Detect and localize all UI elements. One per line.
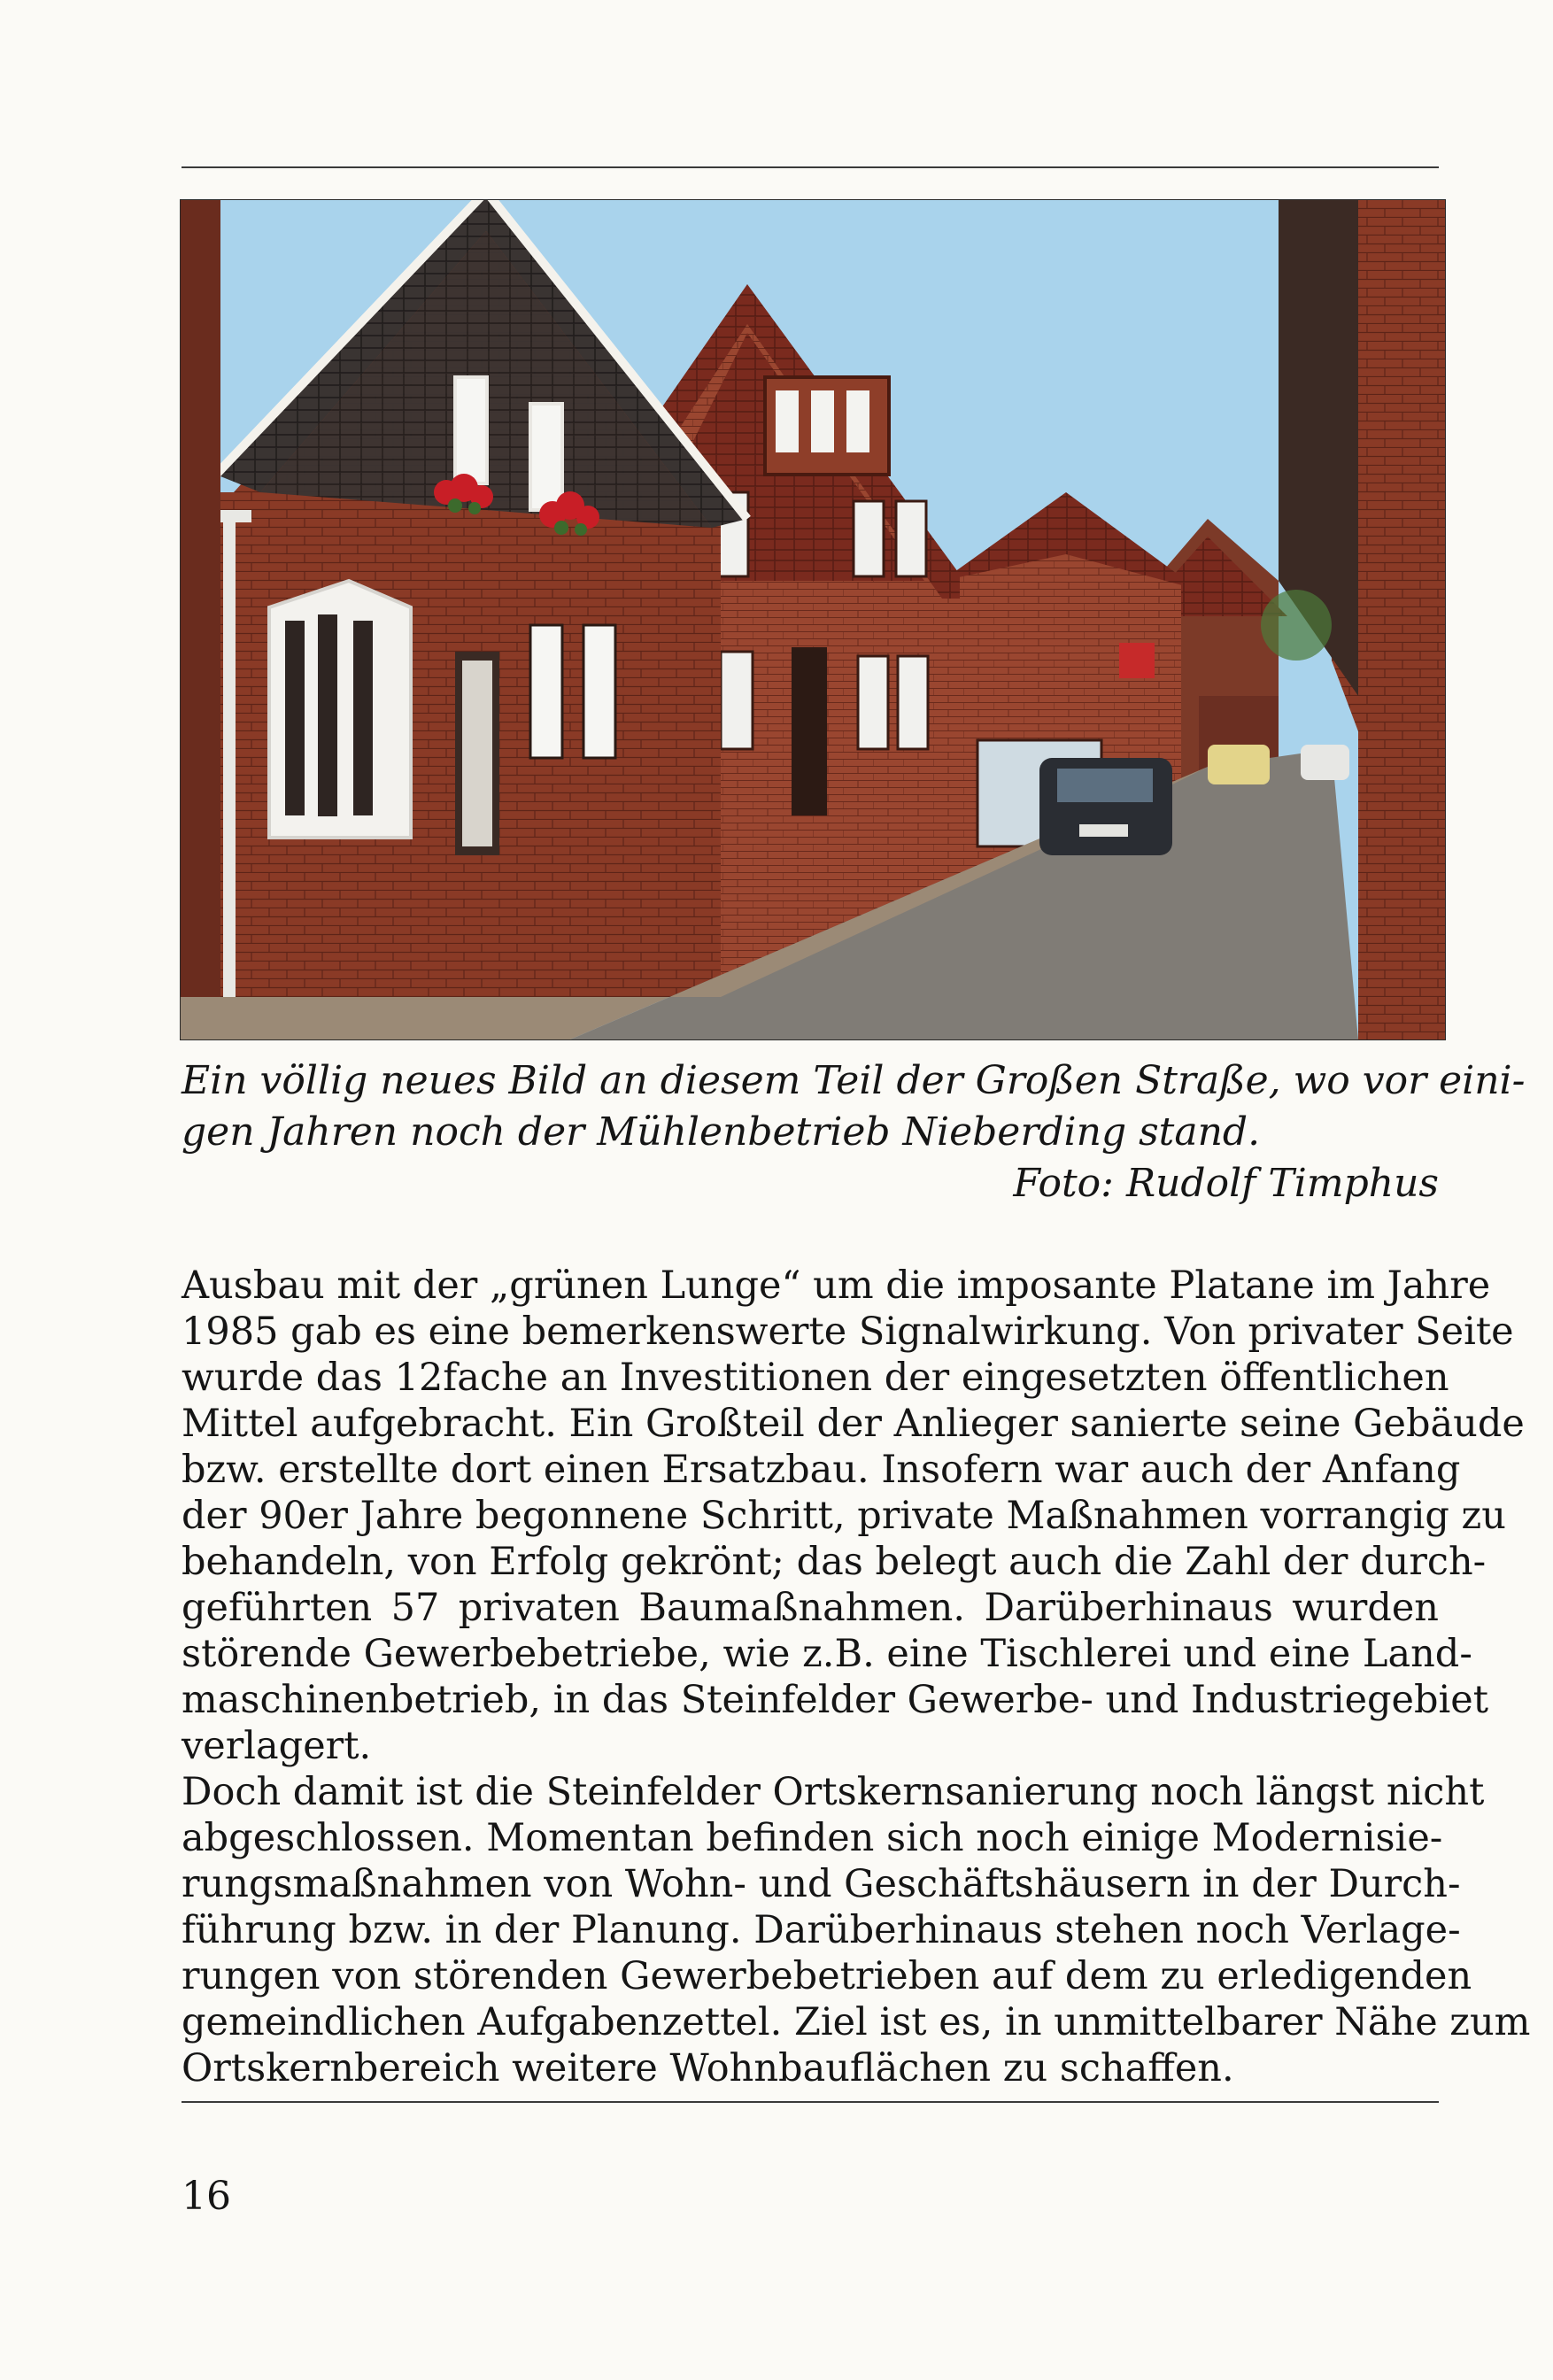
body-line: der 90er Jahre begonnene Schritt, private Maßnahmen vorrangig zu bbox=[182, 1494, 1506, 1538]
street-photo bbox=[180, 199, 1446, 1040]
photo-credit: Foto: Rudolf Timphus bbox=[1013, 1161, 1439, 1206]
body-line: maschinenbetrieb, in das Steinfelder Gewerbe- und Industriegebiet bbox=[182, 1678, 1489, 1722]
body-line: Ausbau mit der „grünen Lunge“ um die imposante Platane im Jahre bbox=[182, 1263, 1491, 1308]
top-rule bbox=[182, 166, 1439, 168]
body-line: rungen von störenden Gewerbebetrieben auf dem zu erledigenden bbox=[182, 1954, 1472, 1998]
body-line: führung bzw. in der Planung. Darüberhinaus stehen noch Verlage- bbox=[182, 1908, 1461, 1952]
bottom-rule bbox=[182, 2101, 1439, 2103]
body-line: Mittel aufgebracht. Ein Großteil der Anlieger sanierte seine Gebäude bbox=[182, 1402, 1525, 1446]
caption-line: Ein völlig neues Bild an diesem Teil der Großen Straße, wo vor eini- bbox=[182, 1058, 1526, 1103]
body-line: 1985 gab es eine bemerkenswerte Signalwirkung. Von privater Seite bbox=[182, 1310, 1514, 1354]
body-line: Doch damit ist die Steinfelder Ortskernsanierung noch längst nicht bbox=[182, 1770, 1485, 1814]
body-line: störende Gewerbebetriebe, wie z.B. eine Tischlerei und eine Land- bbox=[182, 1632, 1472, 1676]
body-line: bzw. erstellte dort einen Ersatzbau. Insofern war auch der Anfang bbox=[182, 1448, 1461, 1492]
body-line: verlagert. bbox=[182, 1724, 372, 1768]
body-line: geführten 57 privaten Baumaßnahmen. Darüberhinaus wurden bbox=[182, 1586, 1439, 1630]
page-number: 16 bbox=[182, 2174, 231, 2219]
body-text bbox=[182, 1263, 1531, 2091]
body-line: Ortskernbereich weitere Wohnbauflächen zu schaffen. bbox=[182, 2046, 1234, 2090]
body-line: rungsmaßnahmen von Wohn- und Geschäftshäusern in der Durch- bbox=[182, 1862, 1461, 1906]
body-line: wurde das 12fache an Investitionen der eingesetzten öffentlichen bbox=[182, 1356, 1449, 1400]
caption-line: gen Jahren noch der Mühlenbetrieb Nieberding stand. bbox=[182, 1109, 1261, 1155]
body-line: abgeschlossen. Momentan befinden sich noch einige Modernisie- bbox=[182, 1816, 1443, 1860]
photo-caption bbox=[182, 1055, 1526, 1209]
body-line: gemeindlichen Aufgabenzettel. Ziel ist es, in unmittelbarer Nähe zum bbox=[182, 2000, 1531, 2044]
body-line: behandeln, von Erfolg gekrönt; das belegt auch die Zahl der durch- bbox=[182, 1540, 1487, 1584]
